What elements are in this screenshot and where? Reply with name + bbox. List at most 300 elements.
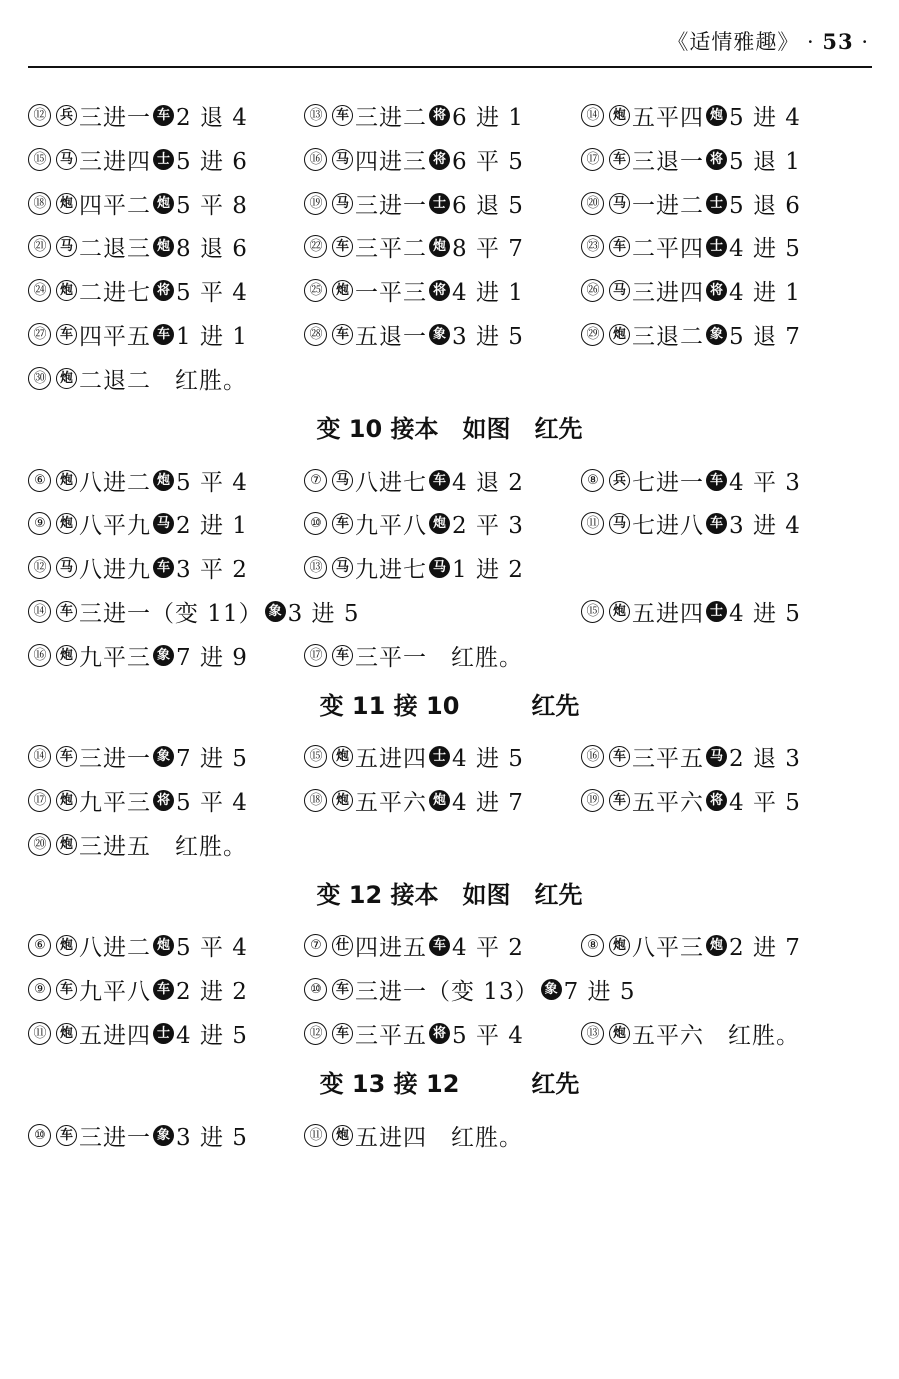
black-move-text: 红胜。 xyxy=(151,367,247,394)
black-piece-icon: 象 xyxy=(153,746,174,767)
black-piece-icon: 士 xyxy=(429,193,450,214)
black-move-text: 6 进 1 xyxy=(452,104,524,131)
black-move-text: 红胜。 xyxy=(427,1124,523,1151)
move-entry xyxy=(581,591,801,631)
black-piece-icon: 车 xyxy=(706,513,727,534)
move-row xyxy=(0,503,899,543)
move-number: ⑯ xyxy=(581,745,604,768)
black-piece-icon: 炮 xyxy=(429,513,450,534)
red-piece-icon: 炮 xyxy=(56,280,77,301)
move-entry xyxy=(304,183,524,223)
move-entry xyxy=(581,736,801,776)
black-move-text: 5 平 8 xyxy=(176,192,248,219)
red-move-text: 四平二 xyxy=(79,192,151,219)
page-header xyxy=(667,26,869,56)
black-piece-icon: 车 xyxy=(429,935,450,956)
black-move-text: 5 进 6 xyxy=(176,148,248,175)
red-move-text: 三平一 xyxy=(355,644,427,671)
black-piece-icon: 士 xyxy=(153,149,174,170)
black-move-text: 5 平 4 xyxy=(176,279,248,306)
red-piece-icon: 炮 xyxy=(56,645,77,666)
red-move-text: 八进二 xyxy=(79,934,151,961)
red-piece-icon: 马 xyxy=(332,470,353,491)
red-piece-icon: 炮 xyxy=(332,790,353,811)
move-number: ㉚ xyxy=(28,367,51,390)
move-number: ⑥ xyxy=(28,934,51,957)
red-piece-icon: 马 xyxy=(56,149,77,170)
move-number: ⑭ xyxy=(28,600,51,623)
red-move-text: 九平三 xyxy=(79,789,151,816)
move-entry xyxy=(28,503,248,543)
move-number: ⑫ xyxy=(28,556,51,579)
black-move-text: 6 平 5 xyxy=(452,148,524,175)
move-entry xyxy=(304,95,524,135)
red-piece-icon: 马 xyxy=(56,236,77,257)
black-piece-icon: 士 xyxy=(153,1023,174,1044)
move-row xyxy=(0,460,899,500)
red-piece-icon: 车 xyxy=(332,324,353,345)
header-rule xyxy=(28,66,872,68)
red-move-text: 一平三 xyxy=(355,279,427,306)
black-move-text: 2 进 1 xyxy=(176,512,248,539)
move-row xyxy=(0,736,899,776)
black-move-text: 3 进 5 xyxy=(287,600,360,627)
red-piece-icon: 炮 xyxy=(56,1023,77,1044)
move-number: ⑩ xyxy=(304,512,327,535)
move-number: ⑪ xyxy=(581,512,604,535)
move-entry xyxy=(304,547,524,587)
black-move-text: 5 退 7 xyxy=(729,323,801,350)
red-move-text: 三平五 xyxy=(632,745,704,772)
move-entry xyxy=(304,925,524,965)
move-entry xyxy=(304,314,524,354)
move-number: ⑮ xyxy=(304,745,327,768)
section-heading: 变 11 接 10 红先 xyxy=(319,692,580,720)
red-piece-icon: 炮 xyxy=(332,280,353,301)
black-piece-icon: 马 xyxy=(706,746,727,767)
move-entry xyxy=(304,780,524,820)
move-entry xyxy=(28,314,248,354)
move-entry xyxy=(581,1013,800,1053)
red-piece-icon: 兵 xyxy=(56,105,77,126)
move-number: ㉖ xyxy=(581,279,604,302)
black-piece-icon: 士 xyxy=(706,601,727,622)
red-piece-icon: 炮 xyxy=(56,513,77,534)
red-move-text: 八进九 xyxy=(79,556,151,583)
black-move-text: 5 进 4 xyxy=(729,104,801,131)
move-row xyxy=(0,547,899,587)
move-entry xyxy=(28,226,248,266)
black-move-text: 2 进 2 xyxy=(176,978,248,1005)
black-piece-icon: 象 xyxy=(706,324,727,345)
move-entry xyxy=(28,635,248,675)
move-number: ⑳ xyxy=(581,192,604,215)
black-piece-icon: 将 xyxy=(429,105,450,126)
red-piece-icon: 马 xyxy=(332,193,353,214)
red-move-text: 五进四 xyxy=(79,1022,151,1049)
move-number: ⑧ xyxy=(581,469,604,492)
red-move-text: 五退一 xyxy=(355,323,427,350)
move-row xyxy=(0,1013,899,1053)
section-heading: 变 12 接本 如图 红先 xyxy=(316,881,583,909)
black-piece-icon: 车 xyxy=(153,105,174,126)
black-piece-icon: 将 xyxy=(429,280,450,301)
move-number: ⑰ xyxy=(304,644,327,667)
red-piece-icon: 车 xyxy=(332,1023,353,1044)
black-piece-icon: 炮 xyxy=(153,193,174,214)
red-piece-icon: 车 xyxy=(609,746,630,767)
black-move-text: 红胜。 xyxy=(704,1022,800,1049)
move-entry xyxy=(581,503,801,543)
move-entry xyxy=(304,139,524,179)
move-entry xyxy=(304,460,524,500)
red-move-text: 三退一 xyxy=(632,148,704,175)
black-piece-icon: 炮 xyxy=(153,935,174,956)
move-number: ⑫ xyxy=(28,104,51,127)
move-number: ㉘ xyxy=(304,323,327,346)
red-move-text: 三进二 xyxy=(355,104,427,131)
red-piece-icon: 兵 xyxy=(609,470,630,491)
red-piece-icon: 炮 xyxy=(332,1125,353,1146)
black-piece-icon: 将 xyxy=(429,1023,450,1044)
red-move-text: 八进七 xyxy=(355,469,427,496)
red-piece-icon: 炮 xyxy=(609,105,630,126)
red-move-text: 三进一（变 11） xyxy=(79,600,263,627)
black-piece-icon: 象 xyxy=(153,1125,174,1146)
move-number: ⑩ xyxy=(28,1124,51,1147)
move-entry xyxy=(28,780,248,820)
move-number: ⑪ xyxy=(28,1022,51,1045)
black-move-text: 1 进 2 xyxy=(452,556,524,583)
move-number: ㉒ xyxy=(304,235,327,258)
move-number: ⑬ xyxy=(304,556,327,579)
black-move-text: 4 进 1 xyxy=(729,279,801,306)
move-entry xyxy=(28,183,248,223)
black-move-text: 7 进 5 xyxy=(563,978,636,1005)
black-move-text: 5 退 6 xyxy=(729,192,801,219)
black-move-text: 5 平 4 xyxy=(176,789,248,816)
move-number: ⑨ xyxy=(28,978,51,1001)
move-number: ⑥ xyxy=(28,469,51,492)
red-move-text: 五进四 xyxy=(632,600,704,627)
red-piece-icon: 车 xyxy=(332,105,353,126)
red-piece-icon: 炮 xyxy=(609,324,630,345)
black-piece-icon: 车 xyxy=(153,324,174,345)
move-row xyxy=(0,635,899,675)
red-move-text: 三进五 xyxy=(79,833,151,860)
red-move-text: 三进一 xyxy=(79,1124,151,1151)
red-piece-icon: 车 xyxy=(56,979,77,1000)
black-move-text: 红胜。 xyxy=(427,644,523,671)
black-move-text: 7 进 9 xyxy=(176,644,248,671)
black-piece-icon: 车 xyxy=(429,470,450,491)
header-dot: · xyxy=(807,30,815,54)
move-number: ⑧ xyxy=(581,934,604,957)
red-piece-icon: 炮 xyxy=(332,746,353,767)
move-entry xyxy=(581,925,801,965)
red-piece-icon: 车 xyxy=(609,149,630,170)
move-number: ⑰ xyxy=(28,789,51,812)
red-move-text: 三进一 xyxy=(355,192,427,219)
black-move-text: 2 退 4 xyxy=(176,104,248,131)
black-piece-icon: 象 xyxy=(541,979,562,1000)
section-heading: 变 13 接 12 红先 xyxy=(319,1070,580,1098)
red-move-text: 三进四 xyxy=(632,279,704,306)
red-piece-icon: 炮 xyxy=(56,790,77,811)
red-move-text: 三进一 xyxy=(79,104,151,131)
black-piece-icon: 士 xyxy=(706,193,727,214)
move-row xyxy=(0,270,899,310)
move-number: ⑭ xyxy=(28,745,51,768)
red-piece-icon: 车 xyxy=(56,1125,77,1146)
red-move-text: 三进一 xyxy=(79,745,151,772)
red-piece-icon: 炮 xyxy=(56,470,77,491)
move-entry xyxy=(28,736,248,776)
move-number: ⑲ xyxy=(581,789,604,812)
move-number: ⑦ xyxy=(304,469,327,492)
black-piece-icon: 马 xyxy=(153,513,174,534)
black-piece-icon: 象 xyxy=(265,601,286,622)
red-piece-icon: 炮 xyxy=(56,368,77,389)
move-entry xyxy=(28,1013,248,1053)
move-entry xyxy=(304,503,524,543)
move-entry xyxy=(581,314,801,354)
black-piece-icon: 士 xyxy=(706,236,727,257)
move-entry xyxy=(581,270,801,310)
red-move-text: 一进二 xyxy=(632,192,704,219)
black-piece-icon: 炮 xyxy=(153,236,174,257)
move-entry xyxy=(28,925,248,965)
red-piece-icon: 炮 xyxy=(56,193,77,214)
red-move-text: 八平三 xyxy=(632,934,704,961)
red-move-text: 三进四 xyxy=(79,148,151,175)
red-move-text: 二平四 xyxy=(632,235,704,262)
red-piece-icon: 车 xyxy=(332,645,353,666)
move-row xyxy=(0,824,899,864)
black-piece-icon: 车 xyxy=(153,557,174,578)
move-entry xyxy=(581,95,801,135)
red-move-text: 五平六 xyxy=(632,1022,704,1049)
red-move-text: 九平八 xyxy=(79,978,151,1005)
black-move-text: 2 退 3 xyxy=(729,745,801,772)
move-number: ⑱ xyxy=(28,192,51,215)
move-entry xyxy=(28,969,248,1009)
black-move-text: 2 进 7 xyxy=(729,934,801,961)
move-row xyxy=(0,780,899,820)
move-row xyxy=(0,226,899,266)
move-number: ⑫ xyxy=(304,1022,327,1045)
move-row xyxy=(0,358,899,398)
red-move-text: 五平六 xyxy=(632,789,704,816)
red-move-text: 四进五 xyxy=(355,934,427,961)
red-piece-icon: 车 xyxy=(56,324,77,345)
black-move-text: 3 平 2 xyxy=(176,556,248,583)
move-entry xyxy=(28,139,248,179)
black-move-text: 5 平 4 xyxy=(452,1022,524,1049)
move-entry xyxy=(304,736,524,776)
black-move-text: 3 进 4 xyxy=(729,512,801,539)
black-piece-icon: 将 xyxy=(706,149,727,170)
red-piece-icon: 马 xyxy=(332,149,353,170)
red-move-text: 五平四 xyxy=(632,104,704,131)
move-number: ㉓ xyxy=(581,235,604,258)
move-entry xyxy=(28,824,247,864)
red-piece-icon: 炮 xyxy=(609,935,630,956)
black-move-text: 4 进 7 xyxy=(452,789,524,816)
red-piece-icon: 马 xyxy=(609,193,630,214)
black-move-text: 8 平 7 xyxy=(452,235,524,262)
move-number: ⑯ xyxy=(28,644,51,667)
red-move-text: 二进七 xyxy=(79,279,151,306)
black-piece-icon: 车 xyxy=(706,470,727,491)
red-piece-icon: 马 xyxy=(56,557,77,578)
red-piece-icon: 车 xyxy=(332,979,353,1000)
black-piece-icon: 炮 xyxy=(429,236,450,257)
black-piece-icon: 马 xyxy=(429,557,450,578)
move-entry xyxy=(581,460,801,500)
move-entry xyxy=(304,969,635,1009)
move-entry xyxy=(304,1115,523,1155)
black-move-text: 5 退 1 xyxy=(729,148,801,175)
red-move-text: 九平三 xyxy=(79,644,151,671)
black-move-text: 4 进 1 xyxy=(452,279,524,306)
black-move-text: 4 退 2 xyxy=(452,469,524,496)
black-move-text: 2 平 3 xyxy=(452,512,524,539)
move-entry xyxy=(28,460,248,500)
move-entry xyxy=(28,547,248,587)
red-piece-icon: 马 xyxy=(332,557,353,578)
black-piece-icon: 炮 xyxy=(706,105,727,126)
red-move-text: 三平五 xyxy=(355,1022,427,1049)
black-move-text: 4 进 5 xyxy=(729,235,801,262)
move-number: ㉗ xyxy=(28,323,51,346)
black-move-text: 8 退 6 xyxy=(176,235,248,262)
red-move-text: 三进一（变 13） xyxy=(355,978,539,1005)
move-number: ⑦ xyxy=(304,934,327,957)
move-entry xyxy=(581,183,801,223)
red-move-text: 九平八 xyxy=(355,512,427,539)
red-move-text: 四平五 xyxy=(79,323,151,350)
black-move-text: 4 平 5 xyxy=(729,789,801,816)
move-entry xyxy=(581,780,801,820)
black-move-text: 4 进 5 xyxy=(729,600,801,627)
red-piece-icon: 车 xyxy=(332,513,353,534)
move-entry xyxy=(304,1013,524,1053)
black-move-text: 5 平 4 xyxy=(176,934,248,961)
black-piece-icon: 车 xyxy=(153,979,174,1000)
black-piece-icon: 炮 xyxy=(706,935,727,956)
move-row xyxy=(0,969,899,1009)
black-piece-icon: 象 xyxy=(429,324,450,345)
red-piece-icon: 炮 xyxy=(56,935,77,956)
move-row xyxy=(0,95,899,135)
red-piece-icon: 马 xyxy=(609,280,630,301)
red-move-text: 七进八 xyxy=(632,512,704,539)
move-entry xyxy=(28,95,248,135)
black-move-text: 6 退 5 xyxy=(452,192,524,219)
black-move-text: 5 平 4 xyxy=(176,469,248,496)
move-entry xyxy=(304,226,524,266)
red-piece-icon: 车 xyxy=(56,601,77,622)
red-piece-icon: 车 xyxy=(332,236,353,257)
move-number: ㉑ xyxy=(28,235,51,258)
move-number: ⑬ xyxy=(304,104,327,127)
red-move-text: 八进二 xyxy=(79,469,151,496)
move-number: ㉕ xyxy=(304,279,327,302)
black-piece-icon: 炮 xyxy=(429,790,450,811)
move-row xyxy=(0,314,899,354)
move-row xyxy=(0,591,899,631)
move-number: ㉙ xyxy=(581,323,604,346)
move-number: ⑲ xyxy=(304,192,327,215)
move-entry xyxy=(304,270,524,310)
red-move-text: 二退三 xyxy=(79,235,151,262)
move-number: ⑪ xyxy=(304,1124,327,1147)
red-piece-icon: 炮 xyxy=(56,834,77,855)
black-move-text: 3 进 5 xyxy=(176,1124,248,1151)
black-move-text: 4 平 2 xyxy=(452,934,524,961)
move-number: ⑩ xyxy=(304,978,327,1001)
section-heading: 变 10 接本 如图 红先 xyxy=(316,415,583,443)
black-move-text: 7 进 5 xyxy=(176,745,248,772)
black-piece-icon: 将 xyxy=(706,280,727,301)
red-move-text: 三退二 xyxy=(632,323,704,350)
move-row xyxy=(0,183,899,223)
move-number: ⑨ xyxy=(28,512,51,535)
move-entry xyxy=(581,226,801,266)
header-dot: · xyxy=(861,30,869,54)
red-move-text: 五平六 xyxy=(355,789,427,816)
move-number: ⑳ xyxy=(28,833,51,856)
red-piece-icon: 车 xyxy=(56,746,77,767)
black-move-text: 1 进 1 xyxy=(176,323,248,350)
move-entry xyxy=(28,270,248,310)
red-move-text: 七进一 xyxy=(632,469,704,496)
red-piece-icon: 马 xyxy=(609,513,630,534)
move-entry xyxy=(304,635,523,675)
move-entry xyxy=(28,591,359,631)
black-move-text: 3 进 5 xyxy=(452,323,524,350)
black-piece-icon: 将 xyxy=(153,280,174,301)
black-piece-icon: 士 xyxy=(429,746,450,767)
move-number: ⑯ xyxy=(304,148,327,171)
move-entry xyxy=(28,1115,248,1155)
red-piece-icon: 车 xyxy=(609,790,630,811)
red-piece-icon: 仕 xyxy=(332,935,353,956)
black-piece-icon: 象 xyxy=(153,645,174,666)
red-piece-icon: 车 xyxy=(609,236,630,257)
black-move-text: 4 平 3 xyxy=(729,469,801,496)
red-piece-icon: 炮 xyxy=(609,601,630,622)
move-entry xyxy=(581,139,801,179)
black-piece-icon: 将 xyxy=(706,790,727,811)
move-number: ⑭ xyxy=(581,104,604,127)
red-move-text: 二退二 xyxy=(79,367,151,394)
black-move-text: 4 进 5 xyxy=(176,1022,248,1049)
black-piece-icon: 炮 xyxy=(153,470,174,491)
move-row xyxy=(0,1115,899,1155)
move-number: ⑱ xyxy=(304,789,327,812)
black-piece-icon: 将 xyxy=(153,790,174,811)
book-title: 《适情雅趣》 xyxy=(667,30,800,54)
black-move-text: 4 进 5 xyxy=(452,745,524,772)
red-move-text: 四进三 xyxy=(355,148,427,175)
move-number: ⑮ xyxy=(581,600,604,623)
move-row xyxy=(0,139,899,179)
page-number: 53 xyxy=(822,29,854,54)
red-piece-icon: 炮 xyxy=(609,1023,630,1044)
red-move-text: 五进四 xyxy=(355,745,427,772)
